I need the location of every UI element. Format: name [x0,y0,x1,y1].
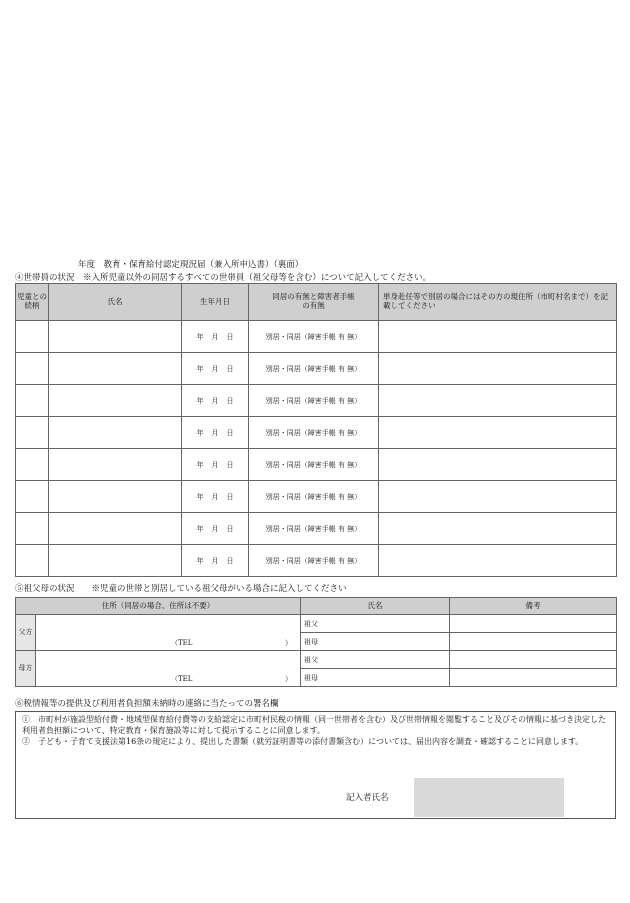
paternal-grandmother-name[interactable]: 祖母 [301,633,450,651]
cohabit-status-text: 別居・同居（障害手帳 有 無） [265,396,362,405]
header-relation: 児童との続柄 [16,284,49,321]
birthdate-cell[interactable] [182,321,249,353]
birthdate-cell[interactable] [182,449,249,481]
name-cell[interactable] [49,353,182,385]
cohabit-status-cell[interactable] [249,417,379,449]
paternal-grandmother-remarks[interactable] [450,633,617,651]
table-row [16,321,617,353]
birthdate-month-label: 月 [211,364,219,373]
name-cell[interactable] [49,385,182,417]
name-cell[interactable] [49,417,182,449]
birthdate-cell[interactable] [182,353,249,385]
birthdate-day-label: 日 [226,556,234,565]
birthdate-day-label: 日 [226,524,234,533]
header-grand-remarks: 備考 [450,598,617,615]
relation-cell[interactable] [16,353,49,385]
header-grand-name: 氏名 [301,598,450,615]
consent-text-2: ② 子ども・子育て支援法第16条の規定により、提出した書類（就労証明書等の添付書類含む）については、届出内容を調査・確認することに同意します。 [22,736,584,746]
maternal-label: 母方 [16,651,36,687]
cohabit-status-text: 別居・同居（障害手帳 有 無） [265,492,362,501]
signer-name-field[interactable] [414,778,564,817]
cohabit-status-cell[interactable] [249,481,379,513]
section-5-heading: ⑤祖父母の状況 ※児童の世帯と別居している祖父母がいる場合に記入してください [15,584,347,594]
table-row [16,513,617,545]
birthdate-cell[interactable] [182,417,249,449]
grandparents-table [15,597,617,687]
table-row [16,417,617,449]
address-cell[interactable] [379,513,617,545]
paternal-label: 父方 [16,615,36,651]
relation-cell[interactable] [16,513,49,545]
birthdate-year-label: 年 [196,428,204,437]
birthdate-day-label: 日 [226,428,234,437]
cohabit-status-text: 別居・同居（障害手帳 有 無） [265,556,362,565]
birthdate-cell[interactable] [182,385,249,417]
birthdate-day-label: 日 [226,492,234,501]
table-row [16,545,617,577]
cohabit-status-text: 別居・同居（障害手帳 有 無） [265,364,362,373]
address-cell[interactable] [379,417,617,449]
relation-cell[interactable] [16,449,49,481]
relation-cell[interactable] [16,545,49,577]
household-members-table [15,283,617,577]
birthdate-year-label: 年 [196,364,204,373]
name-cell[interactable] [49,481,182,513]
birthdate-cell[interactable] [182,481,249,513]
birthdate-month-label: 月 [211,556,219,565]
cohabit-status-cell[interactable] [249,321,379,353]
address-cell[interactable] [379,545,617,577]
birthdate-year-label: 年 [196,460,204,469]
name-cell[interactable] [49,321,182,353]
section-4-heading: ④世帯員の状況 ※入所児童以外の同居するすべての世帯員（祖父母等を含む）について記入してください。 [15,273,432,283]
birthdate-day-label: 日 [226,364,234,373]
relation-cell[interactable] [16,385,49,417]
maternal-grandfather-name[interactable]: 祖父 [301,651,450,669]
birthdate-month-label: 月 [211,332,219,341]
cohabit-status-cell[interactable] [249,513,379,545]
address-cell[interactable] [379,321,617,353]
table-row [16,481,617,513]
address-cell[interactable] [379,385,617,417]
maternal-grandfather-remarks[interactable] [450,651,617,669]
name-cell[interactable] [49,545,182,577]
birthdate-month-label: 月 [211,428,219,437]
birthdate-cell[interactable] [182,545,249,577]
header-grand-address: 住所（同居の場合、住所は不要） [16,598,301,615]
relation-cell[interactable] [16,417,49,449]
header-birthdate: 生年月日 [182,284,249,321]
address-cell[interactable] [379,449,617,481]
name-cell[interactable] [49,513,182,545]
maternal-grandmother-name[interactable]: 祖母 [301,669,450,687]
birthdate-day-label: 日 [226,460,234,469]
table-row [16,449,617,481]
header-name: 氏名 [49,284,182,321]
maternal-address-field[interactable]: （TEL ） [36,651,301,687]
birthdate-month-label: 月 [211,492,219,501]
cohabit-status-cell[interactable] [249,353,379,385]
maternal-grandmother-remarks[interactable] [450,669,617,687]
address-cell[interactable] [379,481,617,513]
birthdate-year-label: 年 [196,524,204,533]
paternal-address-field[interactable]: （TEL ） [36,615,301,651]
cohabit-status-text: 別居・同居（障害手帳 有 無） [265,428,362,437]
cohabit-status-text: 別居・同居（障害手帳 有 無） [265,524,362,533]
paternal-grandfather-remarks[interactable] [450,615,617,633]
table-row [16,353,617,385]
relation-cell[interactable] [16,481,49,513]
cohabit-status-cell[interactable] [249,449,379,481]
cohabit-status-text: 別居・同居（障害手帳 有 無） [265,460,362,469]
birthdate-year-label: 年 [196,332,204,341]
paternal-grandfather-name[interactable]: 祖父 [301,615,450,633]
relation-cell[interactable] [16,321,49,353]
table-row [16,385,617,417]
consent-box [15,711,616,819]
page-title: 年度 教育・保育給付認定現況届（兼入所申込書）（裏面） [78,260,304,270]
birthdate-cell[interactable] [182,513,249,545]
birthdate-day-label: 日 [226,396,234,405]
consent-text-1: ① 市町村が施設型給付費・地域型保育給付費等の支給認定に市町村民税の情報（同一世帯者を含む）及び世帯情報を閲覧すること及びその情報に基づき決定した利用者負担額について、特定教育・保育施設等に対して提示することに同意します。 [22,715,606,735]
birthdate-day-label: 日 [226,332,234,341]
birthdate-year-label: 年 [196,492,204,501]
address-cell[interactable] [379,353,617,385]
birthdate-month-label: 月 [211,524,219,533]
cohabit-status-cell[interactable] [249,545,379,577]
cohabit-status-text: 別居・同居（障害手帳 有 無） [265,332,362,341]
name-cell[interactable] [49,449,182,481]
header-address: 単身赴任等で別居の場合にはその方の現住所（市町村名まで）を記載してください [379,284,617,321]
signer-name-label: 記入者氏名 [346,793,389,803]
birthdate-month-label: 月 [211,460,219,469]
birthdate-month-label: 月 [211,396,219,405]
birthdate-year-label: 年 [196,556,204,565]
cohabit-status-cell[interactable] [249,385,379,417]
header-cohabit: 同居の有無と障害者手帳の有無 [249,284,379,321]
section-6-heading: ⑥税情報等の提供及び利用者負担額未納時の連絡に当たっての署名欄 [15,699,279,709]
birthdate-year-label: 年 [196,396,204,405]
